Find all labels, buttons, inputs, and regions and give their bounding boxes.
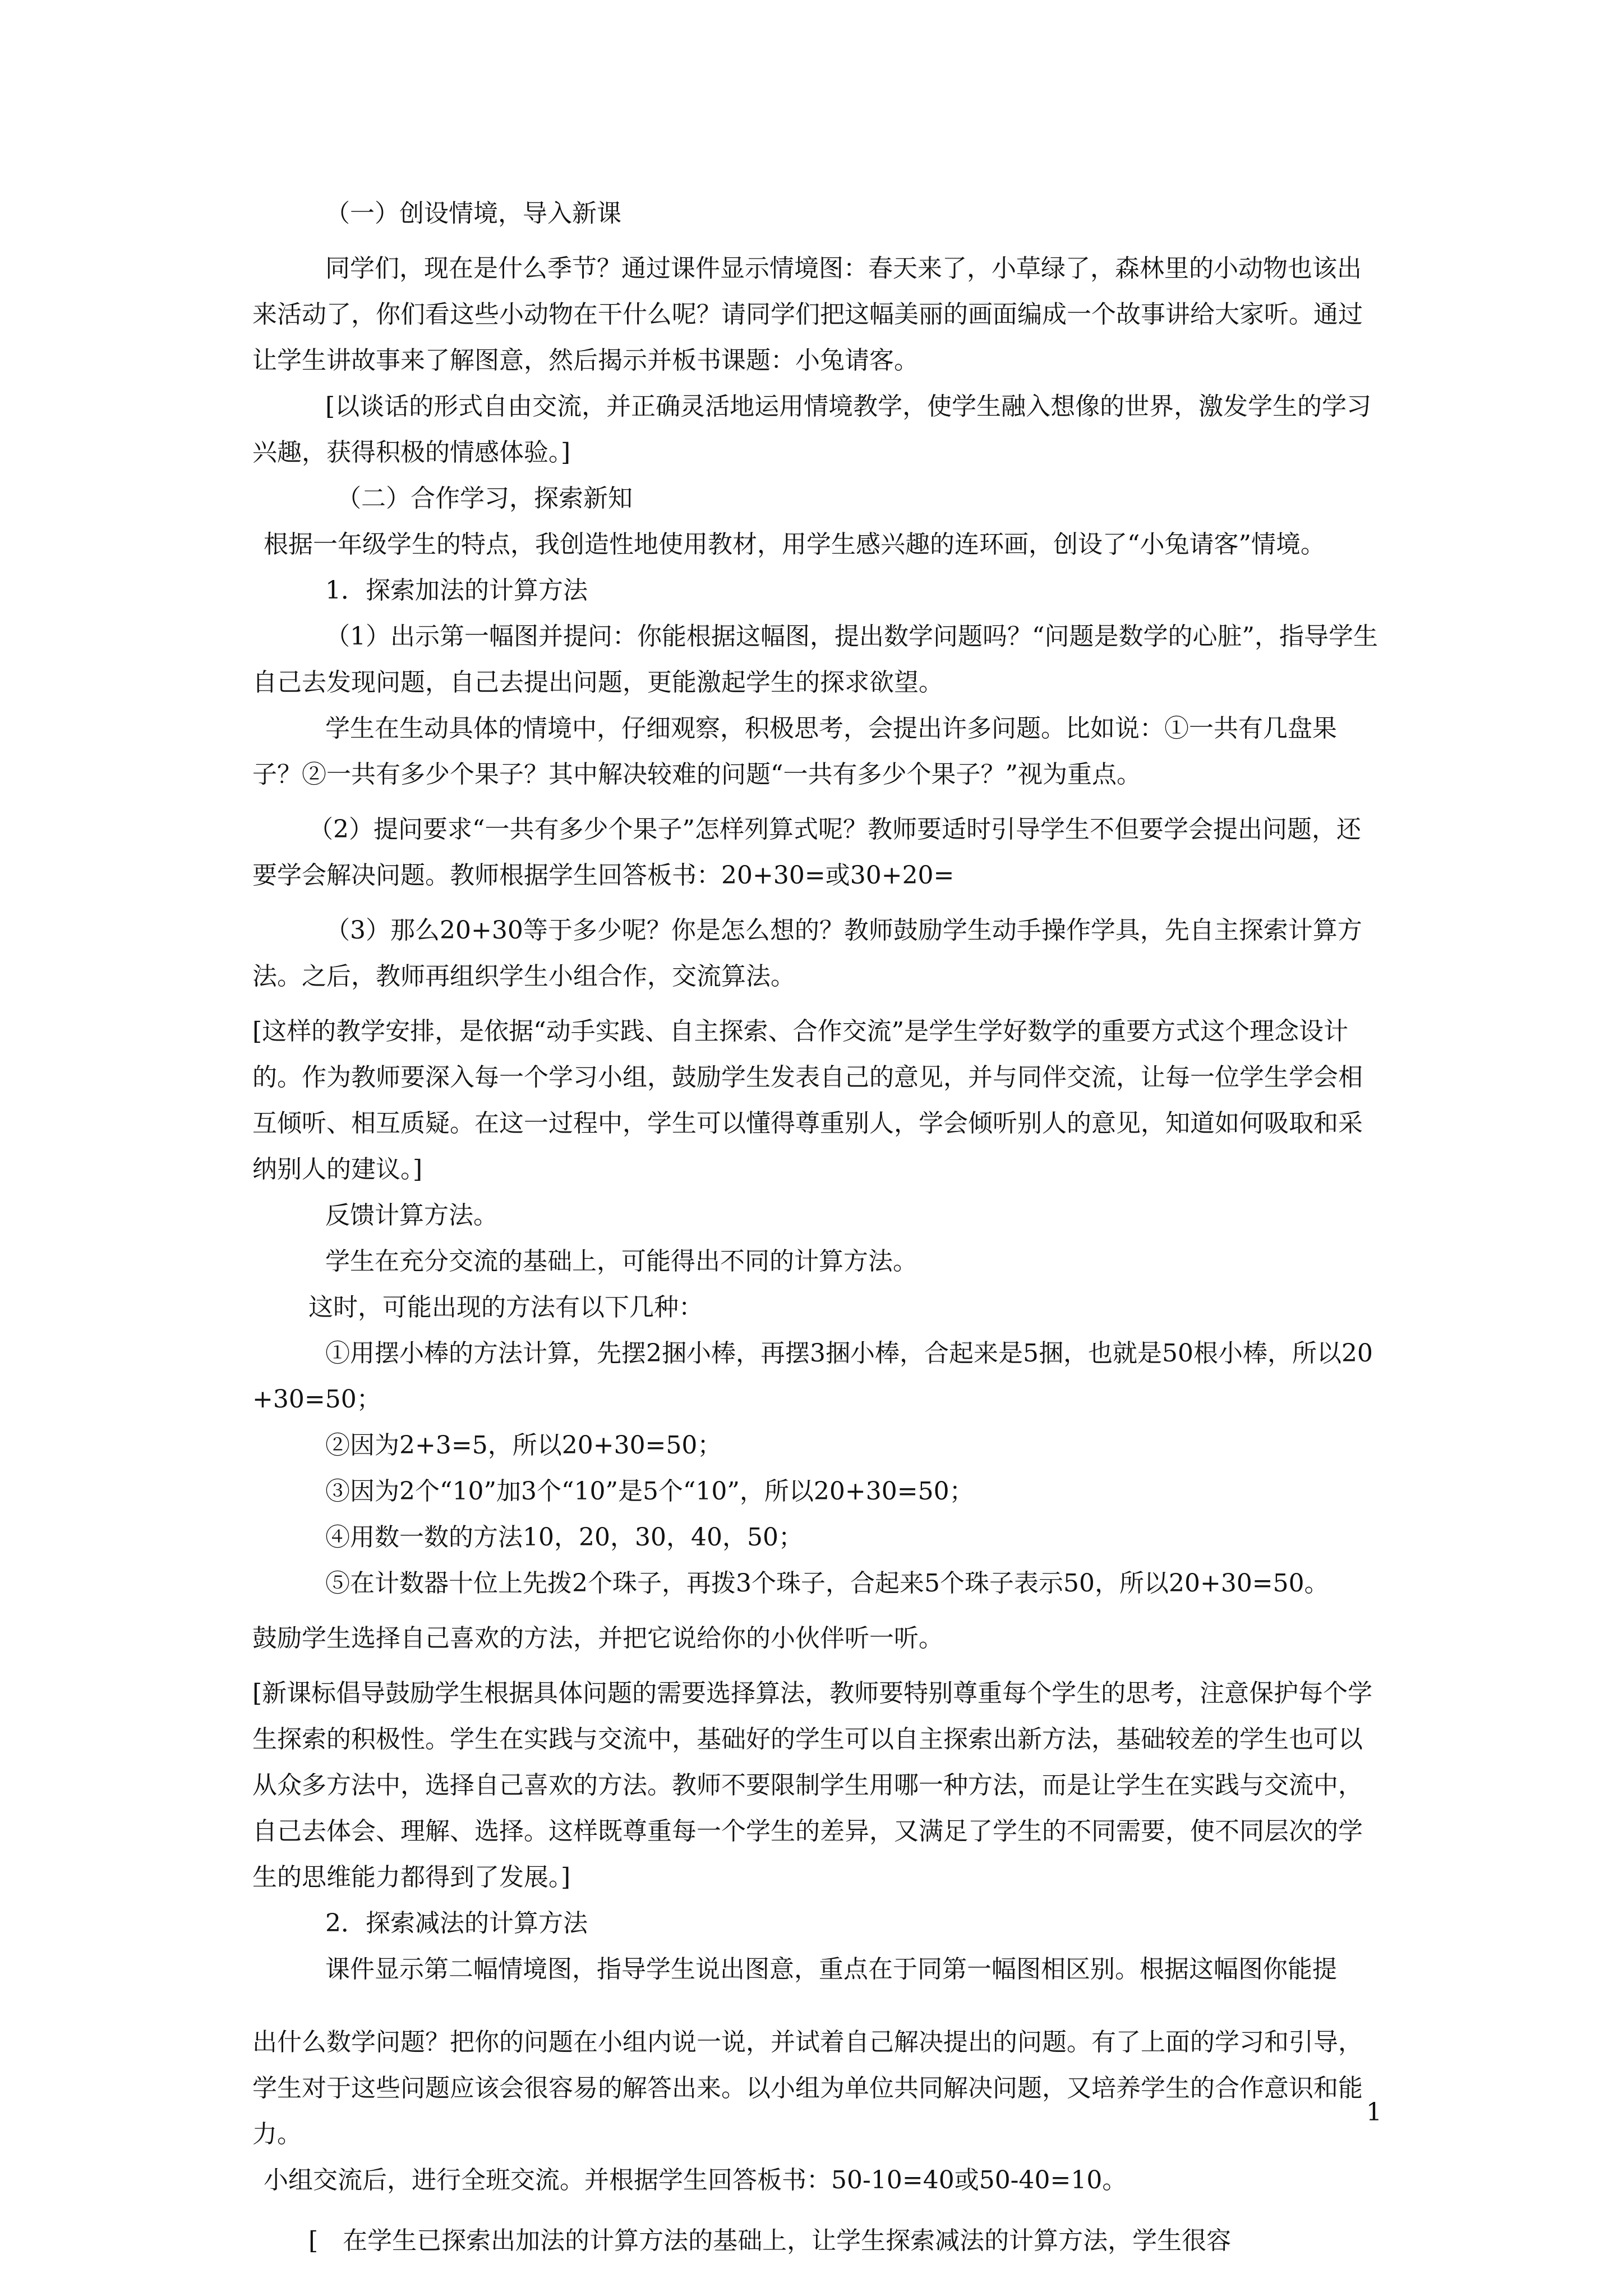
paragraph: 学生在生动具体的情境中，仔细观察，积极思考，会提出许多问题。比如说：①一共有几盘果子？②一共有多少个果子？其中解决较难的问题“一共有多少个果子？”视为重点。 bbox=[252, 714, 1337, 789]
page-number: 1 bbox=[1366, 2098, 1382, 2127]
paragraph: 这时，可能出现的方法有以下几种： bbox=[308, 1293, 703, 1322]
method-item: ③因为2个“10”加3个“10”是5个“10”，所以20+30=50； bbox=[325, 1477, 974, 1506]
paragraph: 同学们，现在是什么季节？通过课件显示情境图：春天来了，小草绿了，森林里的小动物也该出来活动了，你们看这些小动物在干什么呢？请同学们把这幅美丽的画面编成一个故事讲给大家听。通过让学生讲故事来了解图意，然后揭示并板书课题：小兔请客。 bbox=[252, 254, 1363, 375]
paragraph: （1）出示第一幅图并提问：你能根据这幅图，提出数学问题吗？“问题是数学的心脏”，指导学生自己去发现问题，自己去提出问题，更能激起学生的探求欲望。 bbox=[252, 622, 1378, 697]
paragraph: 课件显示第二幅情境图，指导学生说出图意，重点在于同第一幅图相区别。根据这幅图你能提 bbox=[325, 1955, 1337, 1984]
method-item: ②因为2+3=5，所以20+30=50； bbox=[325, 1431, 722, 1460]
document-body bbox=[252, 191, 1385, 2264]
paragraph: 出什么数学问题？把你的问题在小组内说一说，并试着自己解决提出的问题。有了上面的学习和引导，学生对于这些问题应该会很容易的解答出来。以小组为单位共同解决问题，又培养学生的合作意识和能力。 bbox=[252, 2028, 1363, 2148]
paragraph: 鼓励学生选择自己喜欢的方法，并把它说给你的小伙伴听一听。 bbox=[252, 1624, 943, 1653]
section-heading-2: （二）合作学习，探索新知 bbox=[336, 484, 633, 513]
paragraph: 根据一年级学生的特点，我创造性地使用教材，用学生感兴趣的连环画，创设了“小兔请客”情境。 bbox=[264, 530, 1325, 559]
paragraph: （2）提问要求“一共有多少个果子”怎样列算式呢？教师要适时引导学生不但要学会提出问题，还要学会解决问题。教师根据学生回答板书：20+30=或30+20= bbox=[252, 815, 1361, 890]
method-item: ④用数一数的方法10，20，30，40，50； bbox=[325, 1523, 803, 1552]
annotation-paragraph: [以谈话的形式自由交流，并正确灵活地运用情境教学，使学生融入想像的世界，激发学生的学习兴趣，获得积极的情感体验。] bbox=[252, 392, 1372, 467]
paragraph: 学生在充分交流的基础上，可能得出不同的计算方法。 bbox=[325, 1247, 917, 1276]
annotation-paragraph: [新课标倡导鼓励学生根据具体问题的需要选择算法，教师要特别尊重每个学生的思考，注意保护每个学生探索的积极性。学生在实践与交流中，基础好的学生可以自主探索出新方法，基础较差的学生也可以从众多方法中，选择自己喜欢的方法。教师不要限制学生用哪一种方法，而是让学生在实践与交流中，自己去体会、理解、选择。这样既尊重每一个学生的差异，又满足了学生的不同需要，使不同层次的学生的思维能力都得到了发展。] bbox=[252, 1679, 1373, 1892]
section-heading-1: （一）创设情境，导入新课 bbox=[325, 199, 621, 228]
subsection-heading-1: 1．探索加法的计算方法 bbox=[325, 576, 588, 605]
annotation-paragraph: [这样的教学安排，是依据“动手实践、自主探索、合作交流”是学生学好数学的重要方式这个理念设计的。作为教师要深入每一个学习小组，鼓励学生发表自己的意见，并与同伴交流，让每一位学生学会相互倾听、相互质疑。在这一过程中，学生可以懂得尊重别人，学会倾听别人的意见，知道如何吸取和采纳别人的建议。] bbox=[252, 1017, 1363, 1184]
paragraph: 小组交流后，进行全班交流。并根据学生回答板书：50-10=40或50-40=10。 bbox=[264, 2166, 1127, 2194]
paragraph: 反馈计算方法。 bbox=[325, 1201, 498, 1230]
method-item: ⑤在计数器十位上先拨2个珠子，再拨3个珠子，合起来5个珠子表示50，所以20+30=50。 bbox=[325, 1569, 1329, 1598]
subsection-heading-2: 2．探索减法的计算方法 bbox=[325, 1909, 588, 1938]
method-item: ①用摆小棒的方法计算，先摆2捆小棒，再摆3捆小棒，合起来是5捆，也就是50根小棒，所以20+30=50； bbox=[252, 1339, 1373, 1414]
annotation-paragraph: [ 在学生已探索出加法的计算方法的基础上，让学生探索减法的计算方法，学生很容 bbox=[308, 2226, 1232, 2255]
paragraph: （3）那么20+30等于多少呢？你是怎么想的？教师鼓励学生动手操作学具，先自主探索计算方法。之后，教师再组织学生小组合作，交流算法。 bbox=[252, 916, 1362, 991]
